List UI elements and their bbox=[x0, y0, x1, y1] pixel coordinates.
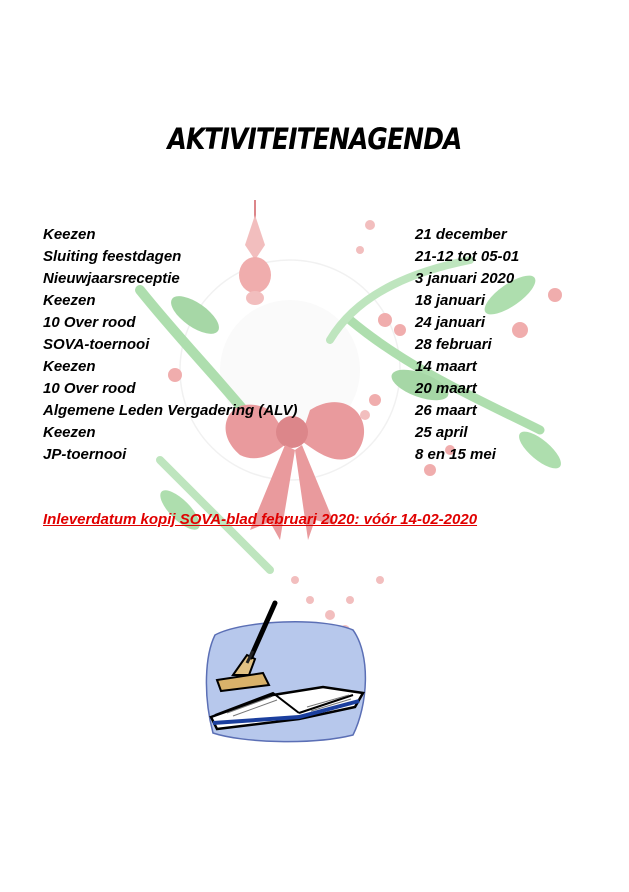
activity-name: SOVA-toernooi bbox=[43, 336, 150, 353]
activity-name: JP-toernooi bbox=[43, 446, 127, 463]
activity-date: 14 maart bbox=[415, 358, 477, 375]
activity-name: Keezen bbox=[43, 226, 96, 243]
activity-name: Keezen bbox=[43, 424, 96, 441]
activity-name: Nieuwjaarsreceptie bbox=[43, 270, 180, 287]
activity-name: 10 Over rood bbox=[43, 380, 136, 397]
agenda-row bbox=[43, 224, 563, 246]
agenda-row bbox=[43, 422, 563, 444]
agenda-row bbox=[43, 444, 563, 466]
agenda-row bbox=[43, 356, 563, 378]
activity-date: 20 maart bbox=[415, 380, 477, 397]
activity-name: Keezen bbox=[43, 292, 96, 309]
activity-name: Keezen bbox=[43, 358, 96, 375]
copy-deadline-notice: Inleverdatum kopij SOVA-blad februari 2020: vóór 14-02-2020 bbox=[43, 511, 478, 528]
activity-date: 8 en 15 mei bbox=[415, 446, 496, 463]
activity-name: 10 Over rood bbox=[43, 314, 136, 331]
activity-name: Sluiting feestdagen bbox=[43, 248, 182, 265]
activity-date: 18 januari bbox=[415, 292, 486, 309]
book-and-quill-icon bbox=[203, 595, 373, 745]
activity-name: Algemene Leden Vergadering (ALV) bbox=[43, 402, 298, 419]
agenda-row bbox=[43, 400, 563, 422]
agenda-row bbox=[43, 268, 563, 290]
page-title: AKTIVITEITENAGENDA bbox=[167, 122, 462, 156]
activity-agenda bbox=[43, 224, 563, 466]
agenda-row bbox=[43, 312, 563, 334]
activity-date: 21-12 tot 05-01 bbox=[415, 248, 520, 265]
activity-date: 3 januari 2020 bbox=[415, 270, 515, 287]
agenda-row bbox=[43, 290, 563, 312]
agenda-row bbox=[43, 378, 563, 400]
activity-date: 25 april bbox=[415, 424, 468, 441]
activity-date: 24 januari bbox=[415, 314, 486, 331]
agenda-row bbox=[43, 334, 563, 356]
activity-date: 21 december bbox=[415, 226, 507, 243]
activity-date: 28 februari bbox=[415, 336, 492, 353]
activity-date: 26 maart bbox=[415, 402, 477, 419]
agenda-row bbox=[43, 246, 563, 268]
